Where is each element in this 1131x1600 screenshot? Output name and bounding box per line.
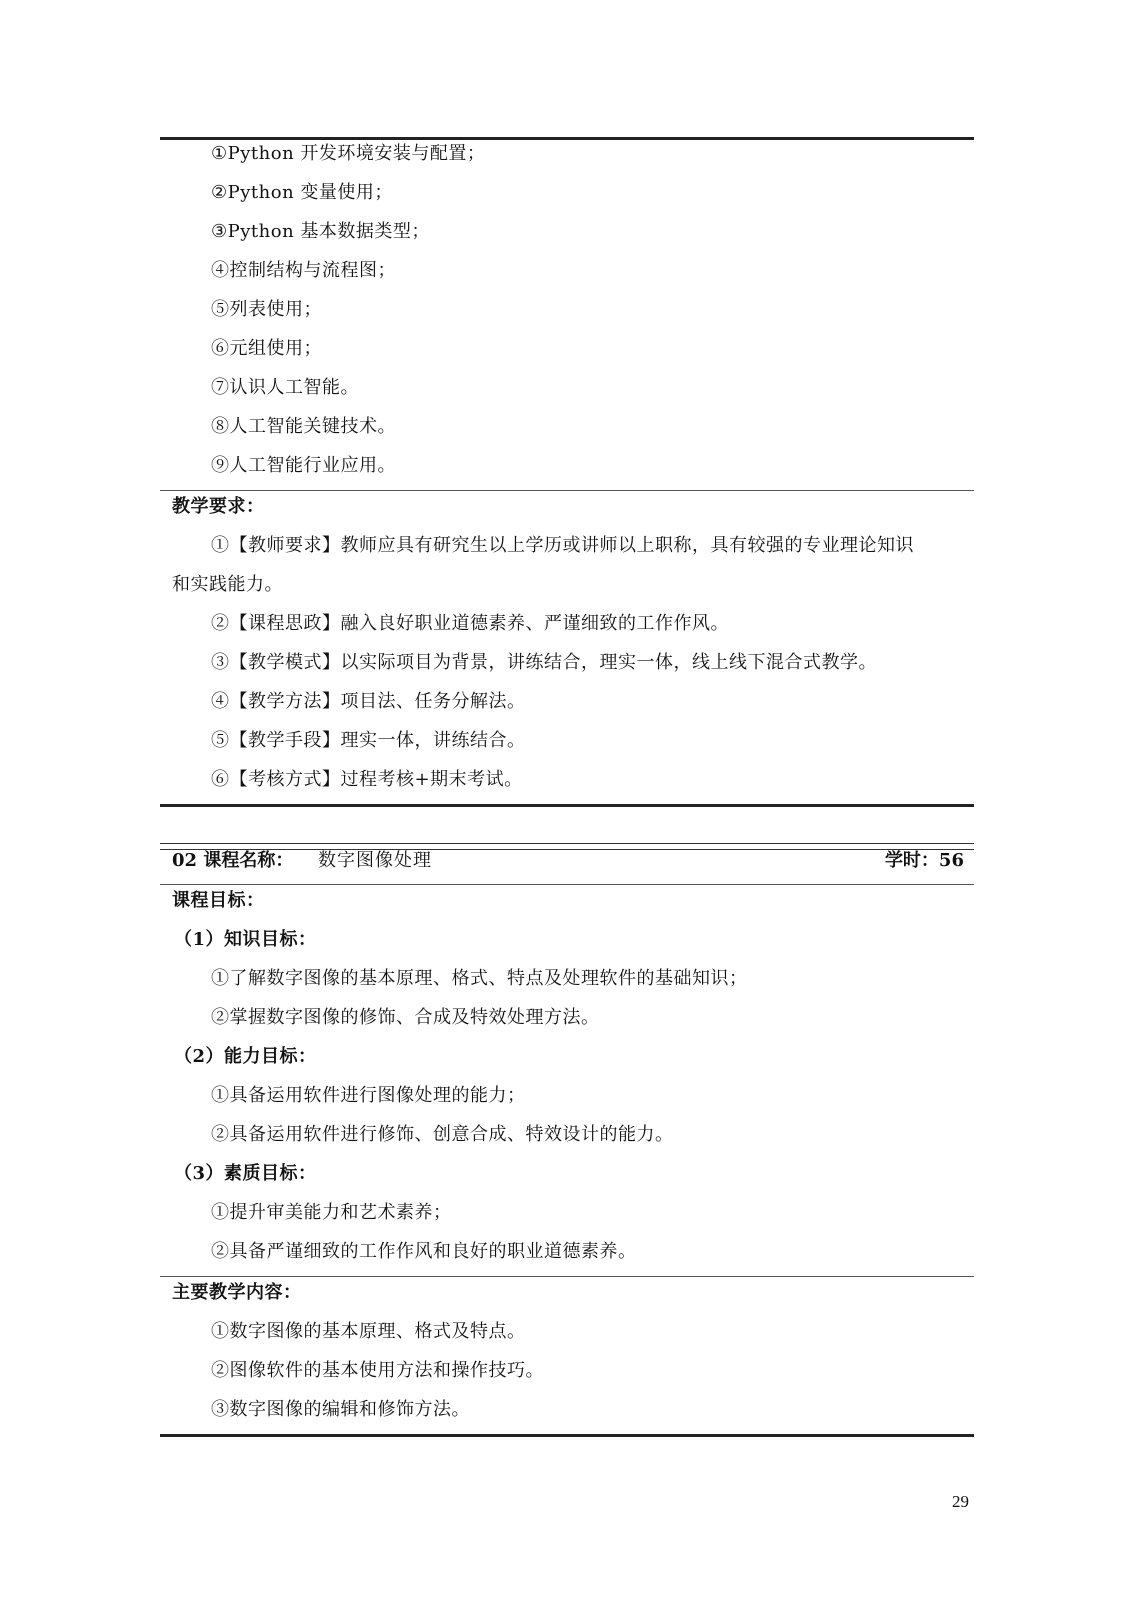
top-rule xyxy=(160,137,974,140)
content-item: ②图像软件的基本使用方法和操作技巧。 xyxy=(211,1360,544,1381)
content-item: ③数字图像的编辑和修饰方法。 xyxy=(211,1399,470,1420)
content-heading: 主要教学内容： xyxy=(172,1282,302,1303)
content-item: ②Python 变量使用； xyxy=(211,182,393,203)
quality-item: ①提升审美能力和艺术素养； xyxy=(211,1202,452,1223)
course-name-label: 02 课程名称： xyxy=(172,850,294,871)
course-header-rule xyxy=(160,843,974,850)
ability-heading: （2）能力目标： xyxy=(174,1046,317,1067)
requirement-item-continuation: 和实践能力。 xyxy=(172,574,283,595)
content-item: ①Python 开发环境安装与配置； xyxy=(211,143,486,164)
knowledge-item: ②掌握数字图像的修饰、合成及特效处理方法。 xyxy=(211,1007,600,1028)
requirement-item: ⑥【考核方式】过程考核+期末考试。 xyxy=(211,769,523,790)
content-item: ⑧人工智能关键技术。 xyxy=(211,416,396,437)
content-item: ⑤列表使用； xyxy=(211,299,322,320)
knowledge-heading: （1）知识目标： xyxy=(174,929,317,950)
content-item: ③Python 基本数据类型； xyxy=(211,221,430,242)
objectives-heading: 课程目标： xyxy=(172,890,265,911)
course-name: 数字图像处理 xyxy=(318,850,432,871)
section-divider xyxy=(160,884,974,885)
teaching-requirements-heading: 教学要求： xyxy=(172,496,265,517)
requirement-item: ②【课程思政】融入良好职业道德素养、严谨细致的工作作风。 xyxy=(211,613,729,634)
ability-item: ②具备运用软件进行修饰、创意合成、特效设计的能力。 xyxy=(211,1124,674,1145)
content-item: ④控制结构与流程图； xyxy=(211,260,396,281)
requirement-item: ④【教学方法】项目法、任务分解法。 xyxy=(211,691,526,712)
quality-item: ②具备严谨细致的工作作风和良好的职业道德素养。 xyxy=(211,1241,637,1262)
requirement-item: ①【教师要求】教师应具有研究生以上学历或讲师以上职称，具有较强的专业理论知识 xyxy=(211,535,914,556)
content-item: ⑦认识人工智能。 xyxy=(211,377,359,398)
content-item: ⑨人工智能行业应用。 xyxy=(211,455,396,476)
section-divider xyxy=(160,490,974,491)
ability-item: ①具备运用软件进行图像处理的能力； xyxy=(211,1085,526,1106)
requirement-item: ⑤【教学手段】理实一体，讲练结合。 xyxy=(211,730,526,751)
bottom-rule xyxy=(160,1434,974,1437)
content-item: ⑥元组使用； xyxy=(211,338,322,359)
page-number: 29 xyxy=(952,1492,969,1511)
requirement-item: ③【教学模式】以实际项目为背景，讲练结合，理实一体，线上线下混合式教学。 xyxy=(211,652,877,673)
section-end-rule xyxy=(160,804,974,807)
quality-heading: （3）素质目标： xyxy=(174,1163,317,1184)
course-title-row xyxy=(172,850,964,874)
section-divider xyxy=(160,1276,974,1277)
content-item: ①数字图像的基本原理、格式及特点。 xyxy=(211,1321,526,1342)
course-hours: 学时：56 xyxy=(884,850,964,871)
knowledge-item: ①了解数字图像的基本原理、格式、特点及处理软件的基础知识； xyxy=(211,968,748,989)
